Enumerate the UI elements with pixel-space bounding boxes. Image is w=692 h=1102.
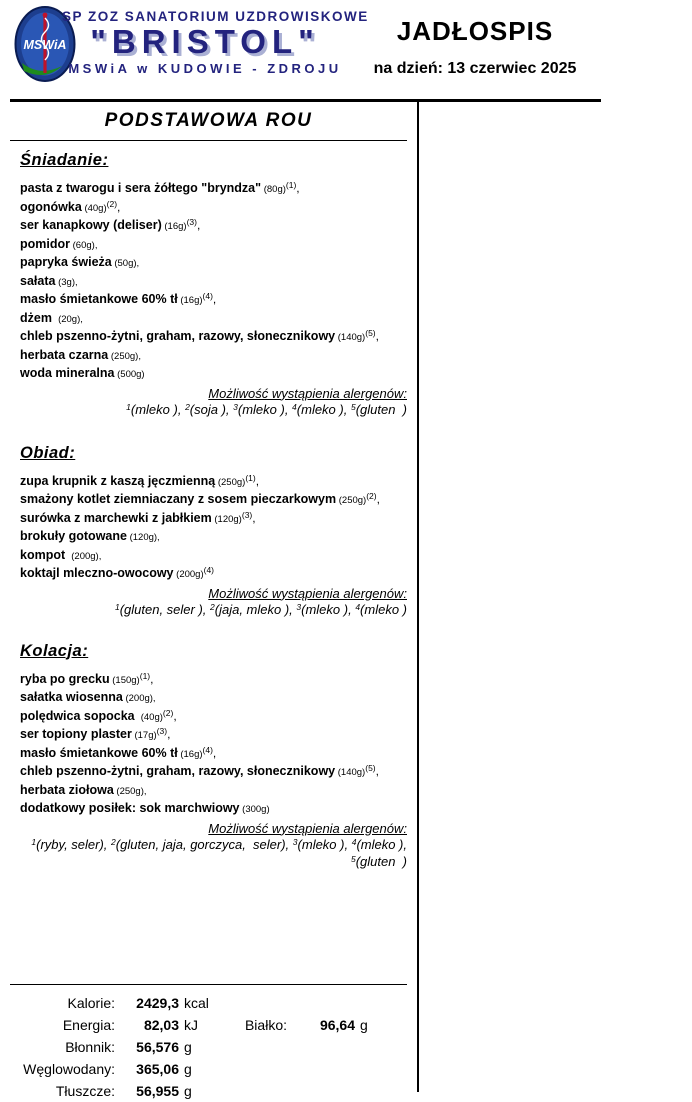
menu-item xyxy=(20,745,407,764)
allergen-names: (mleko ) xyxy=(360,601,407,617)
nutrient-value: 56,955 xyxy=(136,1083,179,1099)
menu-section-kolacja xyxy=(10,642,407,870)
dish-name: zupa krupnik z kaszą jęczmienną xyxy=(20,473,216,488)
dish-name: sałatka wiosenna xyxy=(20,690,123,704)
nutrient-label: Węglowodany: xyxy=(23,1061,115,1077)
allergen-ref-number: 4 xyxy=(355,601,361,612)
nutrient-label: Białko: xyxy=(244,1017,287,1033)
dish-name: papryka świeża xyxy=(20,255,112,269)
dish-tail: , xyxy=(376,492,380,506)
dish-tail: , xyxy=(167,727,171,741)
allergens-title: Możliwość wystąpienia alergenów: xyxy=(208,585,407,601)
dish-name: herbata ziołowa xyxy=(20,782,114,797)
section-items xyxy=(20,671,407,819)
allergen-ref: (2) xyxy=(162,707,174,718)
allergen-ref: (2) xyxy=(106,198,118,209)
menu-item xyxy=(20,217,407,236)
menu-item xyxy=(20,310,407,329)
dish-name: koktajl mleczno-owocowy xyxy=(20,566,174,580)
section-items xyxy=(20,180,407,384)
allergen-names: (mleko ), xyxy=(296,401,351,417)
dish-weight: (250g), xyxy=(108,350,141,362)
menu-sections xyxy=(10,151,407,870)
allergens-list xyxy=(20,836,407,853)
dish-name: pasta z twarogu i sera żółtego "bryndza" xyxy=(20,181,262,195)
dish-tail: , xyxy=(255,473,260,488)
dish-weight: (250g) xyxy=(336,495,367,506)
allergen-names: (mleko ), xyxy=(297,836,352,852)
dish-tail: , xyxy=(150,671,154,686)
nutrition-row xyxy=(10,1061,407,1083)
dish-tail: , xyxy=(296,181,300,195)
organization-name: "BRISTOL" xyxy=(90,23,320,60)
allergen-ref-number: 1 xyxy=(126,401,131,412)
dish-name: masło śmietankowe 60% tł xyxy=(20,745,178,760)
nutrition-summary xyxy=(10,984,407,1102)
organization-block xyxy=(62,9,369,76)
title-block xyxy=(330,16,620,78)
dish-tail: , xyxy=(173,708,177,723)
allergen-names: (mleko ), xyxy=(301,601,356,617)
document-title: JADŁOSPIS xyxy=(396,16,554,46)
allergens-title: Możliwość wystąpienia alergenów: xyxy=(208,385,407,401)
allergen-names: (gluten, seler ), xyxy=(119,601,211,617)
nutrition-row xyxy=(10,995,407,1017)
dish-tail: , xyxy=(212,745,217,760)
allergen-ref: (3) xyxy=(241,509,253,520)
allergen-ref: (4) xyxy=(202,291,213,301)
dish-weight: (16g) xyxy=(177,748,203,760)
organization-location: MSWiA w KUDOWIE - ZDROJU xyxy=(68,60,342,76)
nutrient-unit: g xyxy=(360,1017,368,1033)
document-header xyxy=(0,0,692,97)
dish-weight: (200g) xyxy=(173,569,204,580)
dish-weight: (16g) xyxy=(177,295,203,306)
allergen-ref-number: 3 xyxy=(296,601,302,612)
allergens-list xyxy=(20,401,407,418)
allergen-names: (soja ), xyxy=(189,401,234,417)
dish-name: surówka z marchewki z jabłkiem xyxy=(20,510,212,525)
menu-section-obiad xyxy=(10,444,407,618)
allergen-ref: (5) xyxy=(365,328,376,338)
dish-name: woda mineralna xyxy=(20,366,115,380)
dish-name: sałata xyxy=(20,273,56,288)
allergen-names: (gluten ) xyxy=(355,853,407,869)
dish-weight: (60g), xyxy=(70,239,98,251)
dish-weight: (200g), xyxy=(122,693,156,704)
nutrition-row xyxy=(10,1017,407,1039)
dish-weight: (200g), xyxy=(68,550,102,562)
nutrient-unit: g xyxy=(184,1061,192,1077)
dish-weight: (50g), xyxy=(111,258,140,269)
allergens-list xyxy=(20,853,407,870)
dish-name: chleb pszenno-żytni, graham, razowy, słonecznikowy xyxy=(20,764,336,778)
allergen-ref: (3) xyxy=(186,217,197,227)
logo-text: MSWiA xyxy=(23,38,67,52)
nutrient-value: 56,576 xyxy=(136,1039,179,1055)
allergen-ref: (4) xyxy=(202,744,213,755)
dish-name: dżem xyxy=(20,310,56,325)
dish-name: dodatkowy posiłek: sok marchwiowy xyxy=(20,801,240,815)
dish-name: smażony kotlet ziemniaczany z sosem pieczarkowym xyxy=(20,492,337,506)
allergen-ref-number: 3 xyxy=(292,836,298,847)
allergen-names: (ryby, seler), xyxy=(36,836,112,852)
menu-section-sniadanie xyxy=(10,151,407,418)
allergens-title: Możliwość wystąpienia alergenów: xyxy=(208,820,407,836)
allergen-names: (jaja, mleko ), xyxy=(214,601,297,617)
dish-weight: (300g) xyxy=(239,804,270,815)
menu-item xyxy=(20,365,407,384)
dish-tail: , xyxy=(196,218,201,232)
menu-item xyxy=(20,708,407,727)
menu-item xyxy=(20,473,407,492)
nutrient-value: 96,64 xyxy=(319,1017,355,1033)
dish-weight: (16g) xyxy=(161,221,187,232)
nutrient-unit: kcal xyxy=(184,995,209,1011)
dish-tail: , xyxy=(375,764,379,778)
nutrition-row xyxy=(10,1083,407,1102)
nutrient-label: Błonnik: xyxy=(65,1039,115,1055)
allergen-names: (gluten ) xyxy=(355,401,407,417)
dish-weight: (250g) xyxy=(215,476,246,488)
dish-tail: , xyxy=(212,292,217,306)
nutrient-unit: kJ xyxy=(184,1017,198,1033)
dish-name: ogonówka xyxy=(20,199,82,214)
dish-weight: (500g) xyxy=(114,369,145,380)
menu-item xyxy=(20,254,407,273)
nutrient-value: 365,06 xyxy=(136,1061,179,1077)
dish-tail: , xyxy=(117,199,121,214)
section-items xyxy=(20,473,407,584)
dish-weight: (20g), xyxy=(55,313,83,325)
column-divider xyxy=(417,102,419,1092)
dish-weight: (120g), xyxy=(126,532,160,543)
allergen-ref-number: 2 xyxy=(111,836,116,847)
allergen-names: (mleko ), xyxy=(130,401,186,417)
allergen-names: (mleko ), xyxy=(356,836,407,852)
dish-tail: , xyxy=(375,329,379,343)
allergen-ref-number: 5 xyxy=(350,853,356,864)
allergen-names: (mleko ), xyxy=(237,401,293,417)
menu-item xyxy=(20,800,407,819)
menu-item xyxy=(20,328,407,347)
dish-name: herbata czarna xyxy=(20,347,109,362)
nutrient-label: Energia: xyxy=(62,1017,115,1033)
menu-item xyxy=(20,273,407,292)
allergen-ref: (3) xyxy=(156,726,168,736)
nutrient-label: Tłuszcze: xyxy=(55,1083,115,1099)
allergen-ref-number: 5 xyxy=(350,401,356,412)
dish-name: ser kanapkowy (deliser) xyxy=(20,218,162,232)
allergen-ref-number: 3 xyxy=(233,401,238,412)
allergen-ref-number: 1 xyxy=(31,836,37,847)
menu-item xyxy=(20,491,407,510)
dish-weight: (140g) xyxy=(335,767,366,778)
dish-name: brokuły gotowane xyxy=(20,529,127,543)
dish-name: ryba po grecku xyxy=(20,671,110,686)
menu-item xyxy=(20,236,407,255)
allergen-ref-number: 4 xyxy=(292,401,297,412)
menu-item xyxy=(20,528,407,547)
allergen-ref-number: 2 xyxy=(210,601,215,612)
menu-item xyxy=(20,565,407,584)
dish-weight: (80g) xyxy=(261,184,286,195)
nutrient-value: 2429,3 xyxy=(136,995,179,1011)
allergen-ref: (4) xyxy=(203,565,215,575)
allergen-ref: (5) xyxy=(365,763,376,773)
dish-weight: (3g), xyxy=(55,276,78,288)
dish-tail: , xyxy=(252,510,256,525)
dish-weight: (150g) xyxy=(109,674,140,686)
dish-name: ser topiony plaster xyxy=(20,727,132,741)
document-date: na dzień: 13 czerwiec 2025 xyxy=(373,60,577,77)
dish-weight: (250g), xyxy=(113,785,147,797)
section-title: Obiad: xyxy=(20,443,76,462)
menu-column xyxy=(10,103,407,870)
nutrient-unit: g xyxy=(184,1083,192,1099)
dish-weight: (40g) xyxy=(138,711,163,723)
nutrient-unit: g xyxy=(184,1039,192,1055)
allergen-ref: (1) xyxy=(139,670,151,681)
allergen-ref-number: 4 xyxy=(351,836,357,847)
allergen-ref: (2) xyxy=(366,491,377,501)
diet-title: PODSTAWOWA ROU xyxy=(10,103,407,141)
menu-item xyxy=(20,763,407,782)
menu-item xyxy=(20,726,407,745)
header-rule xyxy=(10,99,601,102)
menu-item xyxy=(20,671,407,690)
allergens-list xyxy=(20,601,407,618)
dish-weight: (40g) xyxy=(81,202,107,214)
menu-item xyxy=(20,180,407,199)
dish-name: chleb pszenno-żytni, graham, razowy, słonecznikowy xyxy=(20,329,336,343)
dish-weight: (120g) xyxy=(211,513,242,525)
menu-item xyxy=(20,689,407,708)
allergen-names: (gluten, jaja, gorczyca, seler), xyxy=(115,836,293,852)
nutrition-row xyxy=(10,1039,407,1061)
section-title: Śniadanie: xyxy=(20,151,109,169)
menu-item xyxy=(20,782,407,801)
menu-item xyxy=(20,199,407,218)
dish-weight: (17g) xyxy=(131,730,157,741)
allergen-ref: (1) xyxy=(285,180,297,190)
nutrient-value: 82,03 xyxy=(143,1017,179,1033)
allergen-ref: (1) xyxy=(245,472,256,483)
allergen-ref-number: 1 xyxy=(114,601,120,612)
dish-name: polędwica sopocka xyxy=(20,708,139,723)
menu-item xyxy=(20,547,407,566)
organization-type: SP ZOZ SANATORIUM UZDROWISKOWE xyxy=(62,9,369,24)
menu-item xyxy=(20,510,407,529)
nutrient-label: Kalorie: xyxy=(67,995,115,1011)
menu-item xyxy=(20,347,407,366)
allergen-ref-number: 2 xyxy=(185,401,190,412)
dish-name: pomidor xyxy=(20,236,70,251)
section-title: Kolacja: xyxy=(20,641,89,660)
dish-name: kompot xyxy=(20,547,69,562)
dish-name: masło śmietankowe 60% tł xyxy=(20,292,178,306)
menu-item xyxy=(20,291,407,310)
dish-weight: (140g) xyxy=(335,332,366,343)
